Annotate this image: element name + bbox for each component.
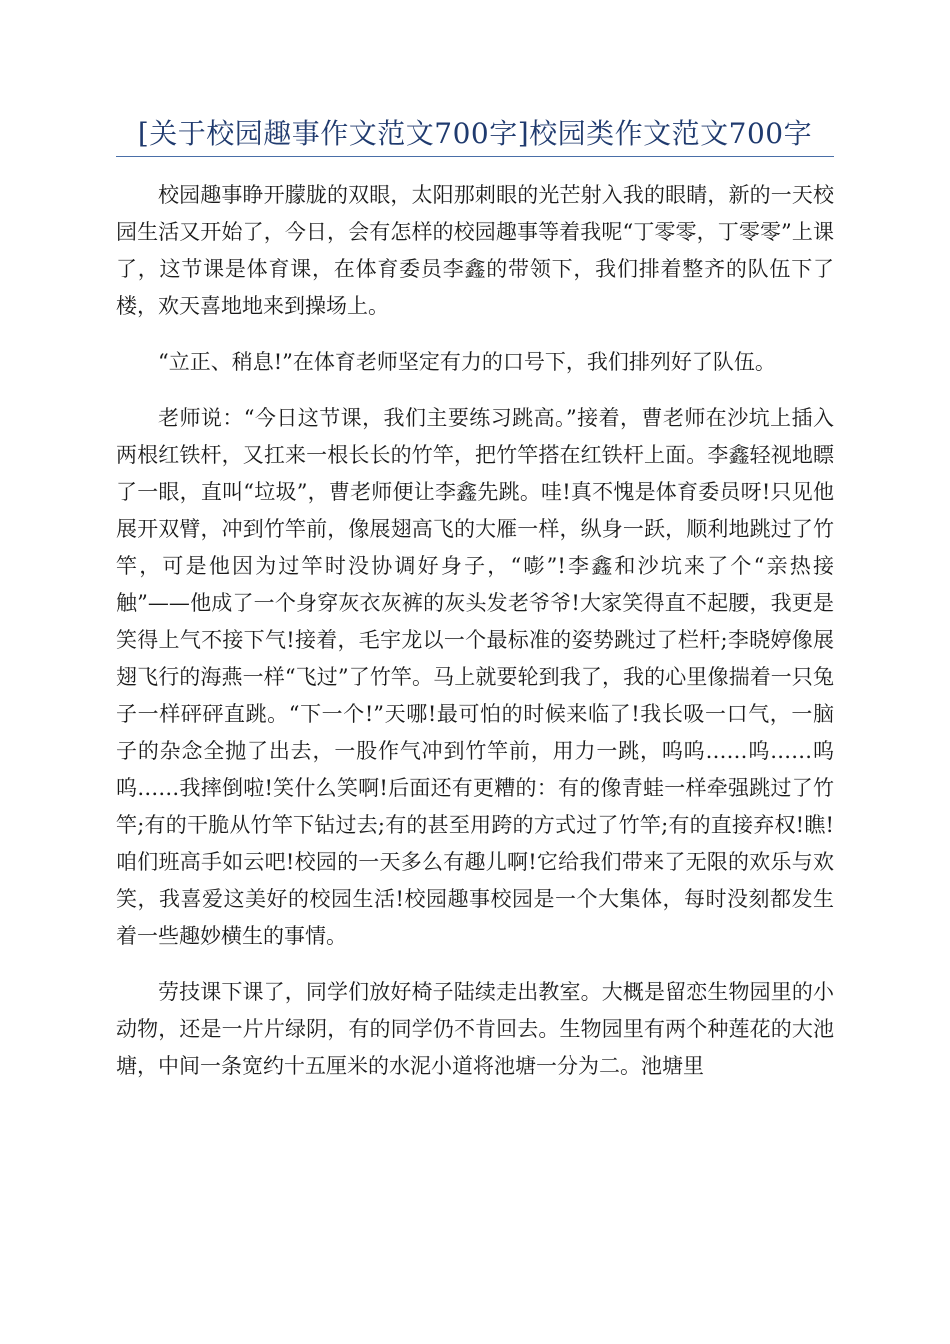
document-body <box>116 177 834 1085</box>
paragraph-3: 老师说：“今日这节课，我们主要练习跳高。”接着，曹老师在沙坑上插入两根红铁杆，又扛来一根长长的竹竿，把竹竿搭在红铁杆上面。李鑫轻视地瞟了一眼，直叫“垃圾”，曹老师便让李鑫先跳。哇!真不愧是体育委员呀!只见他展开双臂，冲到竹竿前，像展翅高飞的大雁一样，纵身一跃，顺利地跳过了竹竿，可是他因为过竿时没协调好身子，“嘭”!李鑫和沙坑来了个“亲热接触”——他成了一个身穿灰衣灰裤的灰头发老爷爷!大家笑得直不起腰，我更是笑得上气不接下气!接着，毛宇龙以一个最标准的姿势跳过了栏杆;李晓婷像展翅飞行的海燕一样“飞过”了竹竿。马上就要轮到我了，我的心里像揣着一只兔子一样砰砰直跳。“下一个!”天哪!最可怕的时候来临了!我长吸一口气，一脑子的杂念全抛了出去，一股作气冲到竹竿前，用力一跳，呜呜……呜……呜呜……我摔倒啦!笑什么笑啊!后面还有更糟的：有的像青蛙一样牵强跳过了竹竿;有的干脆从竹竿下钻过去;有的甚至用跨的方式过了竹竿;有的直接弃权!瞧!咱们班高手如云吧!校园的一天多么有趣儿啊!它给我们带来了无限的欢乐与欢笑，我喜爱这美好的校园生活!校园趣事校园是一个大集体，每时没刻都发生着一些趣妙横生的事情。 <box>116 406 834 948</box>
document-page <box>116 0 834 1104</box>
title-underline <box>116 156 834 157</box>
paragraph-4: 劳技课下课了，同学们放好椅子陆续走出教室。大概是留恋生物园里的小动物，还是一片片绿阴，有的同学仍不肯回去。生物园里有两个种莲花的大池塘，中间一条宽约十五厘米的水泥小道将池塘一分为二。池塘里 <box>116 980 834 1078</box>
document-title: [关于校园趣事作文范文700字]校园类作文范文700字 <box>137 117 813 150</box>
paragraph-2: “立正、稍息!”在体育老师坚定有力的口号下，我们排列好了队伍。 <box>158 350 776 374</box>
paragraph-1: 校园趣事睁开朦胧的双眼，太阳那刺眼的光芒射入我的眼睛，新的一天校园生活又开始了，今日，会有怎样的校园趣事等着我呢“丁零零，丁零零”上课了，这节课是体育课，在体育委员李鑫的带领下，我们排着整齐的队伍下了楼，欢天喜地地来到操场上。 <box>116 183 834 318</box>
